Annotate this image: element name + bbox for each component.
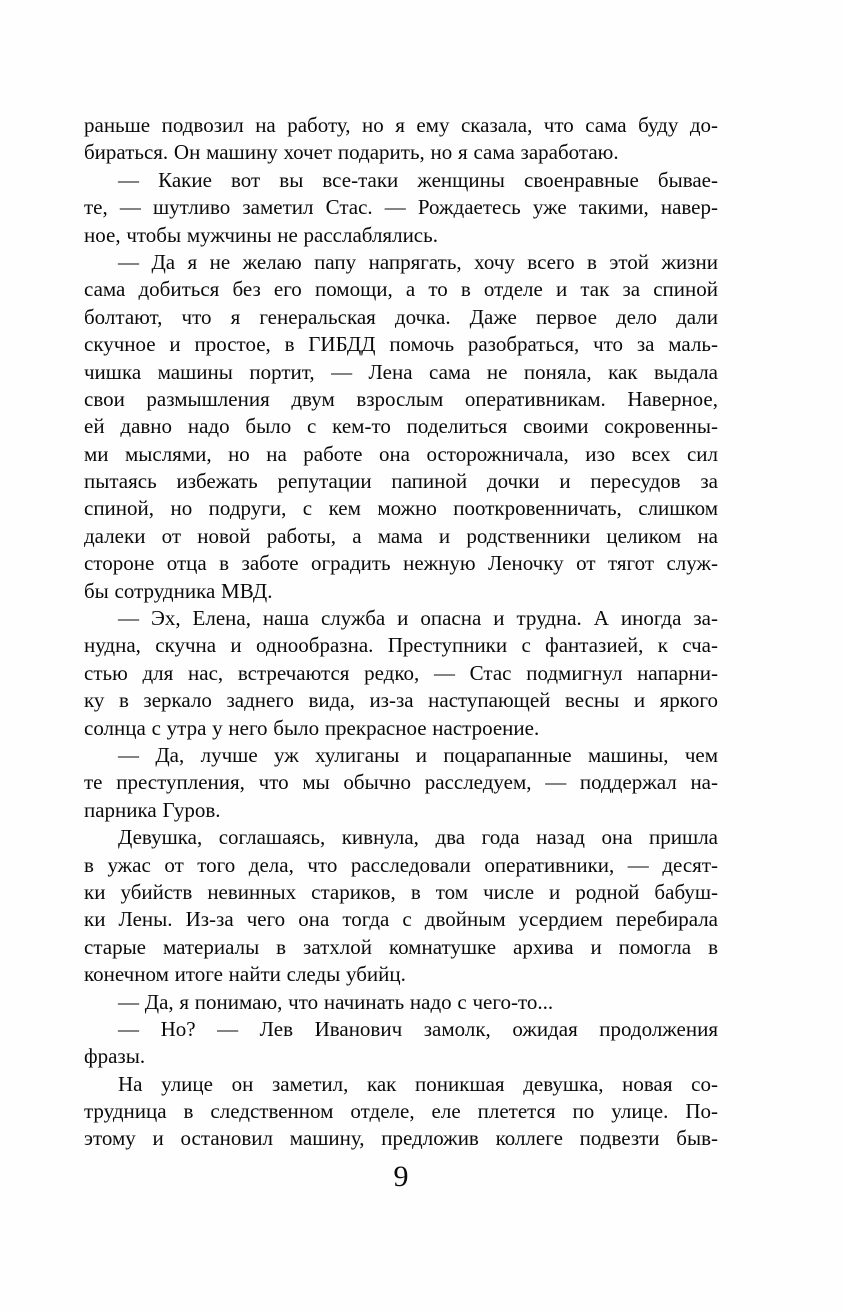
text-line: — Но? — Лев Иванович замолк, ожидая продолжения <box>118 1016 718 1041</box>
text-line: На улице он заметил, как поникшая девушка, новая со- <box>118 1071 718 1096</box>
text-line: стью для нас, встречаются редко, — Стас подмигнул напарни- <box>84 660 718 685</box>
text-line: нудна, скучна и однообразна. Преступники с фантазией, к сча- <box>84 633 718 658</box>
text-line: конечном итоге найти следы убийц. <box>84 962 406 987</box>
text-line: свои размышления двум взрослым оперативникам. Наверное, <box>84 386 718 411</box>
text-line: раньше подвозил на работу, но я ему сказала, что сама буду до- <box>84 113 718 137</box>
paragraph <box>84 1071 718 1153</box>
text-line: скучное и простое, в ГИБДД помочь разобраться, что за маль- <box>84 332 718 357</box>
text-line: ки убийств невинных стариков, в том числе и родной бабуш- <box>84 879 718 904</box>
text-line: ей давно надо было с кем-то поделиться своими сокровенны- <box>84 414 718 439</box>
text-line: парника Гуров. <box>84 797 221 822</box>
text-line: чишка машины портит, — Лена сама не поняла, как выдала <box>84 359 718 384</box>
text-block <box>84 112 718 1153</box>
text-line: — Какие вот вы все-таки женщины своенравные бывае- <box>118 167 718 192</box>
paragraph <box>84 1016 718 1071</box>
text-line: фразы. <box>84 1044 146 1069</box>
text-line: те преступления, что мы обычно расследуем, — поддержал на- <box>84 770 718 795</box>
paragraph <box>84 824 718 988</box>
text-line: ное, чтобы мужчины не расслаблялись. <box>84 222 438 247</box>
paragraph <box>84 112 718 167</box>
text-line: Девушка, соглашаясь, кивнула, два года назад она пришла <box>118 825 718 850</box>
paragraph <box>84 167 718 249</box>
text-line: — Эх, Елена, наша служба и опасна и трудна. А иногда за- <box>118 606 718 631</box>
paragraph <box>84 742 718 824</box>
text-line: далеки от новой работы, а мама и родственники целиком на <box>84 523 718 548</box>
paragraph <box>84 605 718 742</box>
text-line: сама добиться без его помощи, а то в отделе и так за спиной <box>84 277 718 302</box>
text-line: стороне отца в заботе оградить нежную Леночку от тягот служ- <box>84 551 718 576</box>
text-line: те, — шутливо заметил Стас. — Рождаетесь уже такими, навер- <box>84 195 718 220</box>
text-line: — Да, я понимаю, что начинать надо с чего-то... <box>118 989 554 1014</box>
text-line: пытаясь избежать репутации папиной дочки и пересудов за <box>84 469 718 494</box>
text-line: ми мыслями, но на работе она осторожничала, изо всех сил <box>84 441 718 466</box>
text-line: в ужас от того дела, что расследовали оперативники, — десят- <box>84 852 718 877</box>
text-line: спиной, но подруги, с кем можно пооткровенничать, слишком <box>84 496 718 521</box>
text-line: старые материалы в затхлой комнатушке архива и помогла в <box>84 934 718 959</box>
text-line: трудница в следственном отделе, еле плетется по улице. По- <box>84 1099 718 1124</box>
text-line: болтают, что я генеральская дочка. Даже первое дело дали <box>84 304 718 329</box>
paragraph <box>84 249 718 605</box>
text-line: этому и остановил машину, предложив коллеге подвезти быв- <box>84 1126 718 1151</box>
text-line: ки Лены. Из-за чего она тогда с двойным усердием перебирала <box>84 907 718 932</box>
text-line: ку в зеркало заднего вида, из-за наступающей весны и яркого <box>84 688 718 713</box>
text-line: бираться. Он машину хочет подарить, но я сама заработаю. <box>84 140 619 165</box>
text-line: — Да, лучше уж хулиганы и поцарапанные машины, чем <box>118 742 718 767</box>
text-line: бы сотрудника МВД. <box>84 578 273 603</box>
text-line: — Да я не желаю папу напрягать, хочу всего в этой жизни <box>118 249 718 274</box>
paragraph <box>84 989 718 1016</box>
page-number: 9 <box>393 1160 409 1193</box>
text-line: солнца с утра у него было прекрасное настроение. <box>84 715 540 740</box>
